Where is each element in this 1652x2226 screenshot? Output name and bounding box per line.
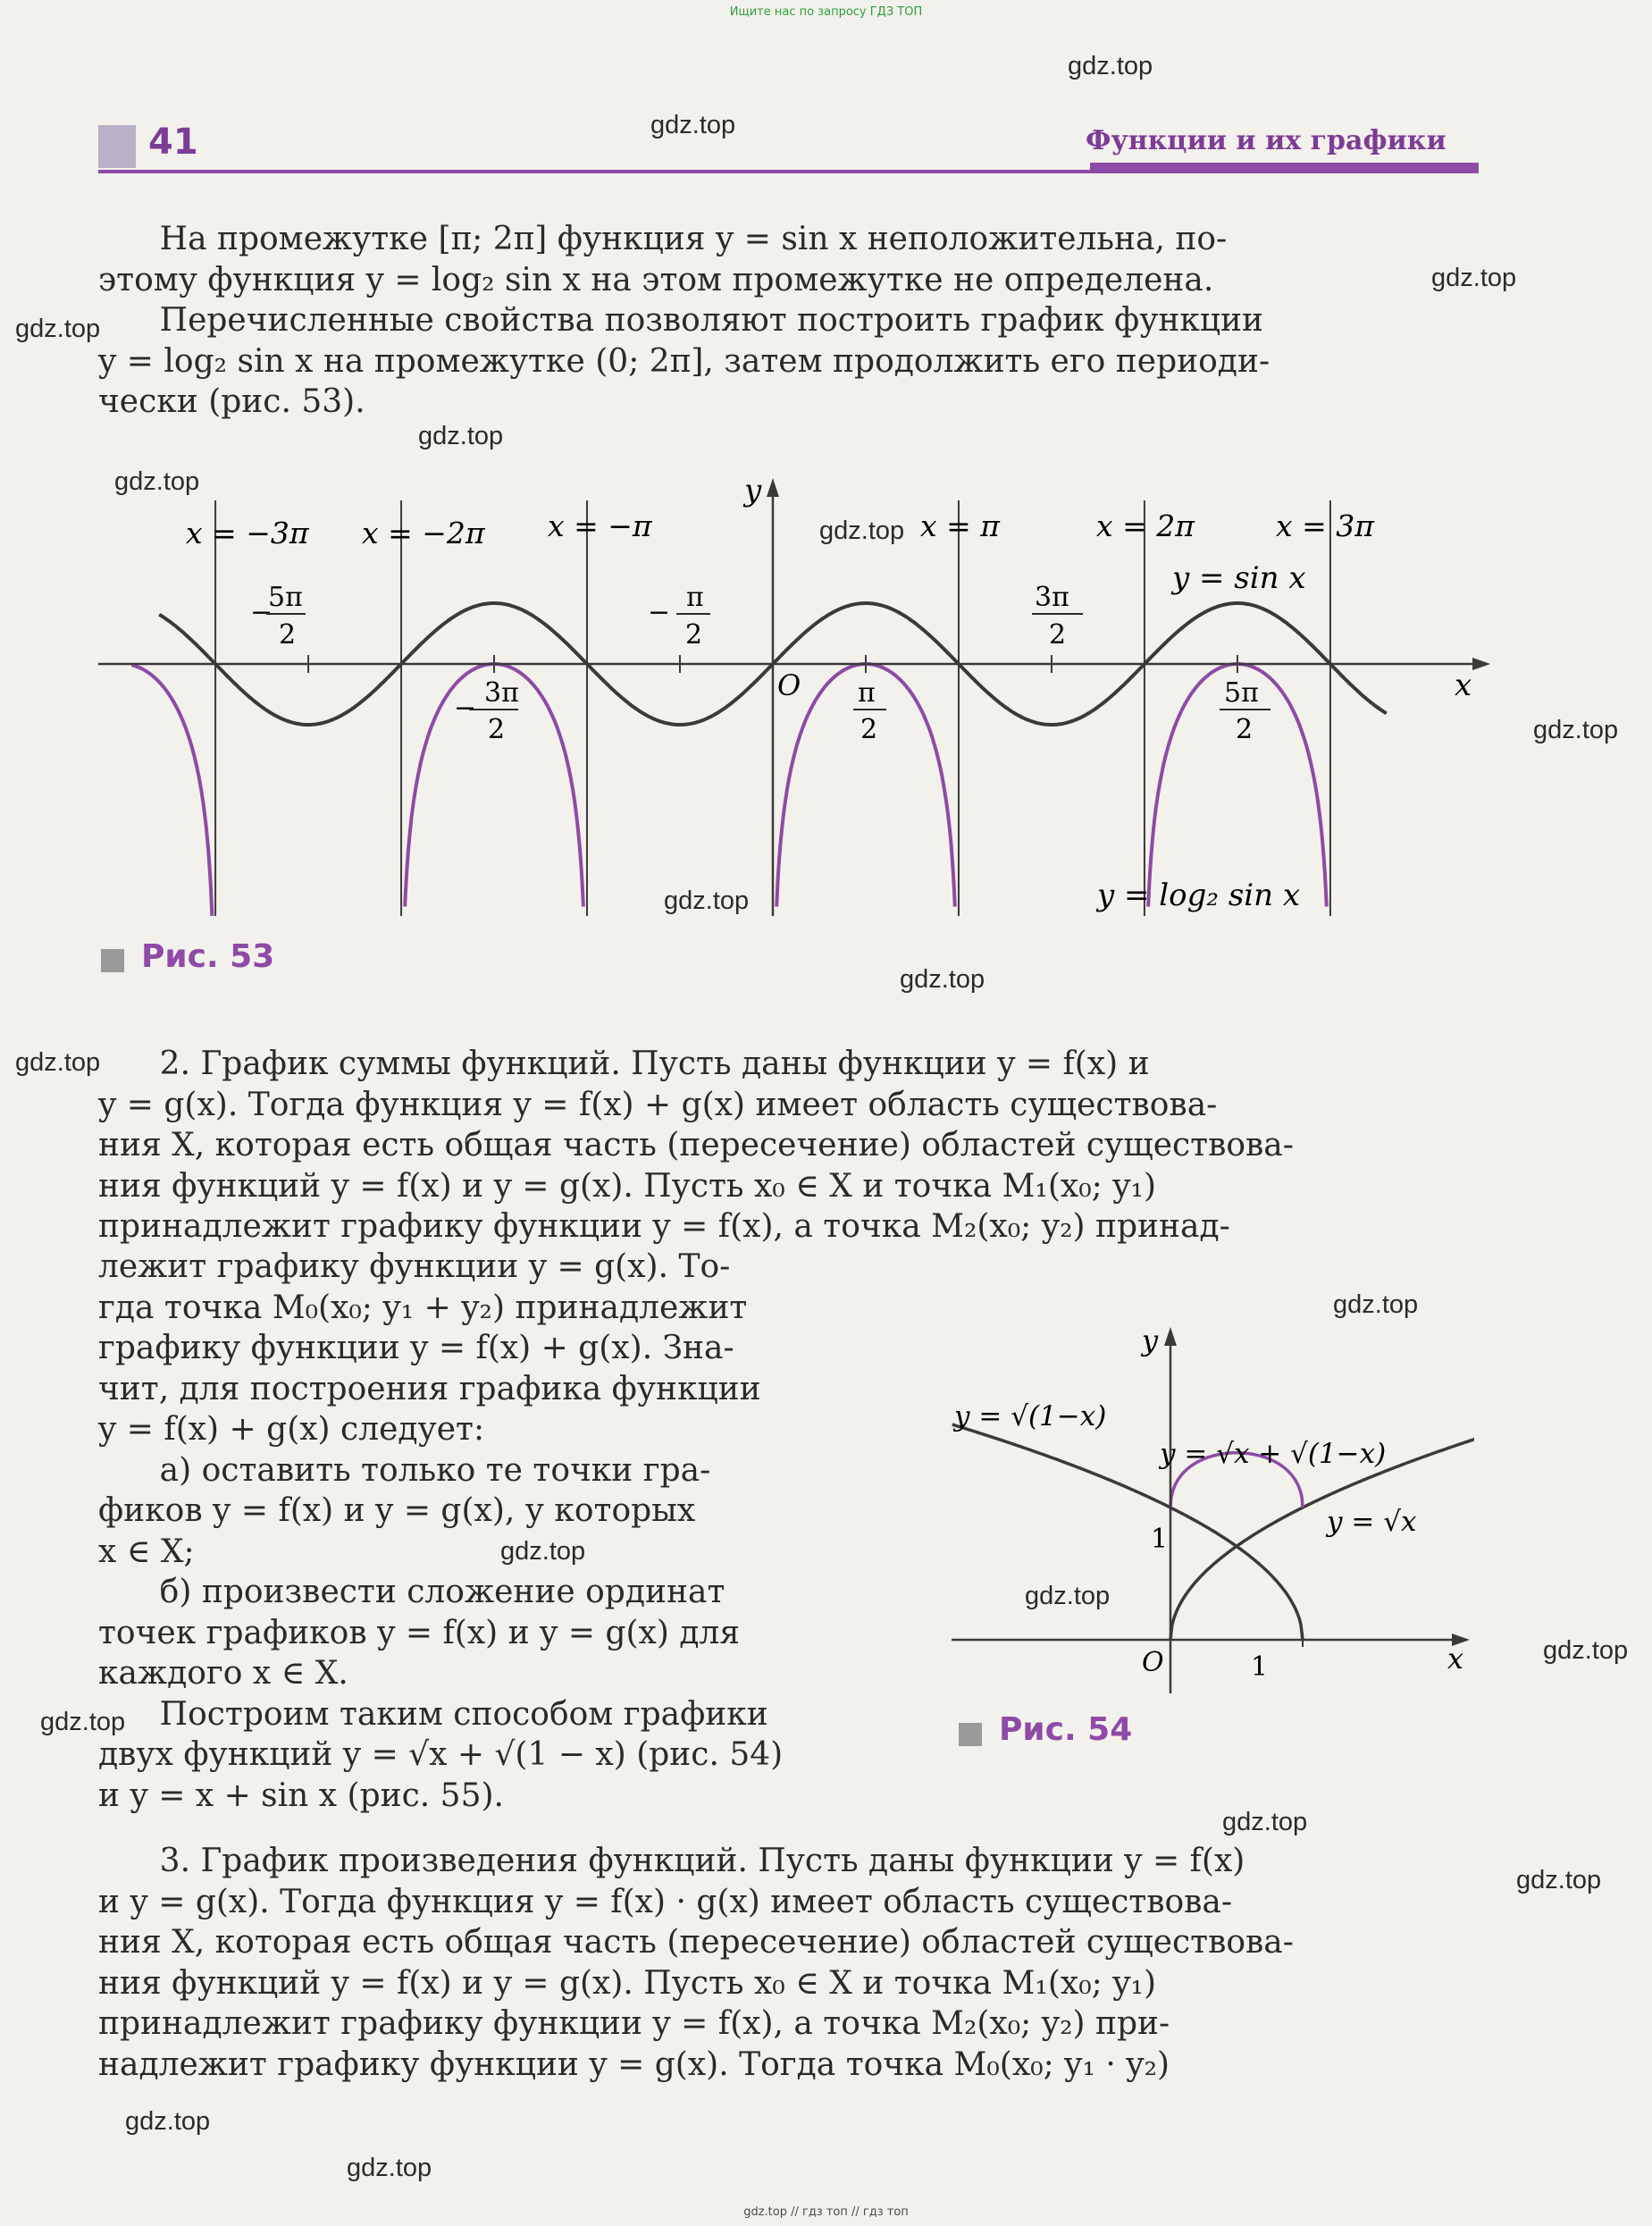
bottom-note: gdz.top // гдз топ // гдз топ — [743, 2205, 909, 2219]
asymptote-label: x = −3π — [186, 516, 309, 550]
watermark: gdz.top — [347, 2154, 432, 2182]
sqrt-one-minus-x-label: y = √(1−x) — [954, 1400, 1107, 1432]
watermark: gdz.top — [1025, 1582, 1111, 1610]
watermark: gdz.top — [40, 1708, 126, 1736]
y-axis-arrow-icon — [1164, 1327, 1177, 1346]
sum-curve-label: y = √x + √(1−x) — [1160, 1438, 1387, 1470]
watermark: gdz.top — [1543, 1636, 1629, 1665]
page-number-marker — [98, 125, 136, 168]
figure-54-caption: Рис. 54 — [999, 1711, 1133, 1748]
tick-label-minus-5pi-2 — [250, 582, 306, 651]
tick-label-minus-3pi-2 — [454, 677, 519, 745]
header-rule-accent — [1090, 163, 1479, 170]
tick-label-5pi-2 — [1220, 677, 1270, 745]
sqrt-x-label: y = √x — [1327, 1506, 1417, 1538]
watermark: gdz.top — [1222, 1808, 1308, 1836]
asymptote-label: x = 3π — [1276, 508, 1374, 543]
tick-sign: − — [454, 693, 477, 724]
watermark: gdz.top — [1533, 716, 1619, 744]
watermark: gdz.top — [1516, 1866, 1602, 1894]
x-tick-label: 1 — [1251, 1651, 1269, 1683]
tick-sign: − — [250, 597, 273, 628]
figure-54 — [938, 1318, 1474, 1711]
watermark: gdz.top — [500, 1537, 586, 1566]
top-note: Ищите нас по запросу ГДЗ ТОП — [729, 5, 923, 19]
tick-denominator: 2 — [1049, 619, 1067, 651]
tick-label-3pi-2 — [1032, 582, 1083, 651]
watermark: gdz.top — [125, 2107, 211, 2136]
watermark: gdz.top — [418, 422, 504, 450]
header-rule — [98, 170, 1479, 173]
asymptote-label: x = −2π — [362, 516, 485, 550]
origin-label: O — [1142, 1647, 1164, 1678]
asymptote-label: x = −π — [548, 508, 652, 543]
tick-label-minus-pi-2 — [648, 582, 710, 651]
y-tick-label: 1 — [1151, 1524, 1169, 1555]
origin-label: O — [777, 668, 801, 702]
tick-numerator: 5π — [268, 582, 303, 613]
watermark: gdz.top — [15, 1048, 101, 1077]
watermark: gdz.top — [15, 315, 101, 343]
watermark: gdz.top — [1333, 1290, 1419, 1319]
y-axis-label: y — [1142, 1323, 1159, 1357]
tick-numerator: π — [858, 677, 876, 709]
tick-denominator: 2 — [860, 714, 878, 745]
paragraph-sum-intro: 2. График суммы функций. Пусть даны функции y = f(x) и y = g(x). Тогда функция y = f(x) + g(x) имеет область существова- ния X, которая есть общая часть (пересечение) областей существова- ния функций y = f(x) и y = g(x). Пусть x₀ ∈ X и точка M₁(x₀; y₁) принадлежит графику функции y = f(x), а точка M₂(x₀; y₂) принад- — [98, 1046, 1294, 1245]
figure-53 — [89, 465, 1501, 929]
y-axis-arrow-icon — [767, 478, 779, 497]
x-axis-label: x — [1447, 1642, 1464, 1676]
section-title: Функции и их графики — [1086, 125, 1447, 156]
y-axis-label: y — [744, 473, 762, 508]
page-number: 41 — [148, 122, 198, 163]
tick-denominator: 2 — [685, 619, 703, 651]
log-curve-label: y = log₂ sin x — [1097, 878, 1301, 913]
tick-numerator: 3π — [1035, 582, 1069, 613]
watermark: gdz.top — [650, 111, 736, 139]
watermark: gdz.top — [114, 467, 200, 496]
watermark: gdz.top — [1431, 264, 1517, 292]
watermark: gdz.top — [900, 965, 985, 994]
watermark: gdz.top — [819, 517, 905, 545]
x-axis-arrow-icon — [1472, 658, 1490, 670]
tick-label-pi-2 — [853, 677, 886, 745]
tick-numerator: π — [686, 582, 704, 613]
caption-marker — [959, 1723, 982, 1746]
watermark: gdz.top — [664, 886, 750, 915]
sin-curve-label: y = sin x — [1172, 560, 1306, 596]
paragraph-intro: На промежутке [π; 2π] функция y = sin x неположительна, по- этому функция y = log₂ sin x на этом промежутке не определена. Перечисленные свойства позволяют построить график функции y = log₂ sin x на промежутке (0; 2π], затем продолжить его периоди- чески (рис. 53). — [98, 221, 1270, 420]
log-curve-branch — [132, 665, 213, 916]
tick-denominator: 2 — [488, 714, 506, 745]
tick-denominator: 2 — [1236, 714, 1254, 745]
x-axis-label: x — [1455, 668, 1472, 703]
tick-numerator: 5π — [1224, 677, 1259, 709]
asymptote-label: x = 2π — [1096, 508, 1195, 543]
paragraph-product: 3. График произведения функций. Пусть даны функции y = f(x) и y = g(x). Тогда функция y = f(x) · g(x) имеет область существова- ния X, которая есть общая часть (пересечение) областей существова- ния функций y = f(x) и y = g(x). Пусть x₀ ∈ X и точка M₁(x₀; y₁) принадлежит графику функции y = f(x), а точка M₂(x₀; y₂) при- надлежит графику функции y = g(x). Тогда точка M₀(x₀; y₁ · y₂) — [98, 1843, 1294, 2083]
asymptote-label: x = π — [920, 508, 1000, 543]
paragraph-sum-body: лежит графику функции y = g(x). То- гда точка M₀(x₀; y₁ + y₂) принадлежит графику функции y = f(x) + g(x). Зна- чит, для построения графика функции y = f(x) + g(x) следует: а) оставить только те точки гра- фиков y = f(x) и y = g(x), у которых x ∈ X; б) произвести сложение ординат точек графиков y = f(x) и y = g(x) для каждого x ∈ X. Построим таким способом графики двух функций y = √x + √(1 − x) (рис. 54) и y = x + sin x (рис. 55). — [98, 1248, 784, 1814]
figure-53-caption: Рис. 53 — [141, 938, 275, 975]
tick-sign: − — [648, 597, 671, 628]
tick-denominator: 2 — [279, 619, 297, 651]
caption-marker — [101, 949, 124, 972]
watermark: gdz.top — [1068, 52, 1153, 80]
tick-numerator: 3π — [484, 677, 519, 709]
